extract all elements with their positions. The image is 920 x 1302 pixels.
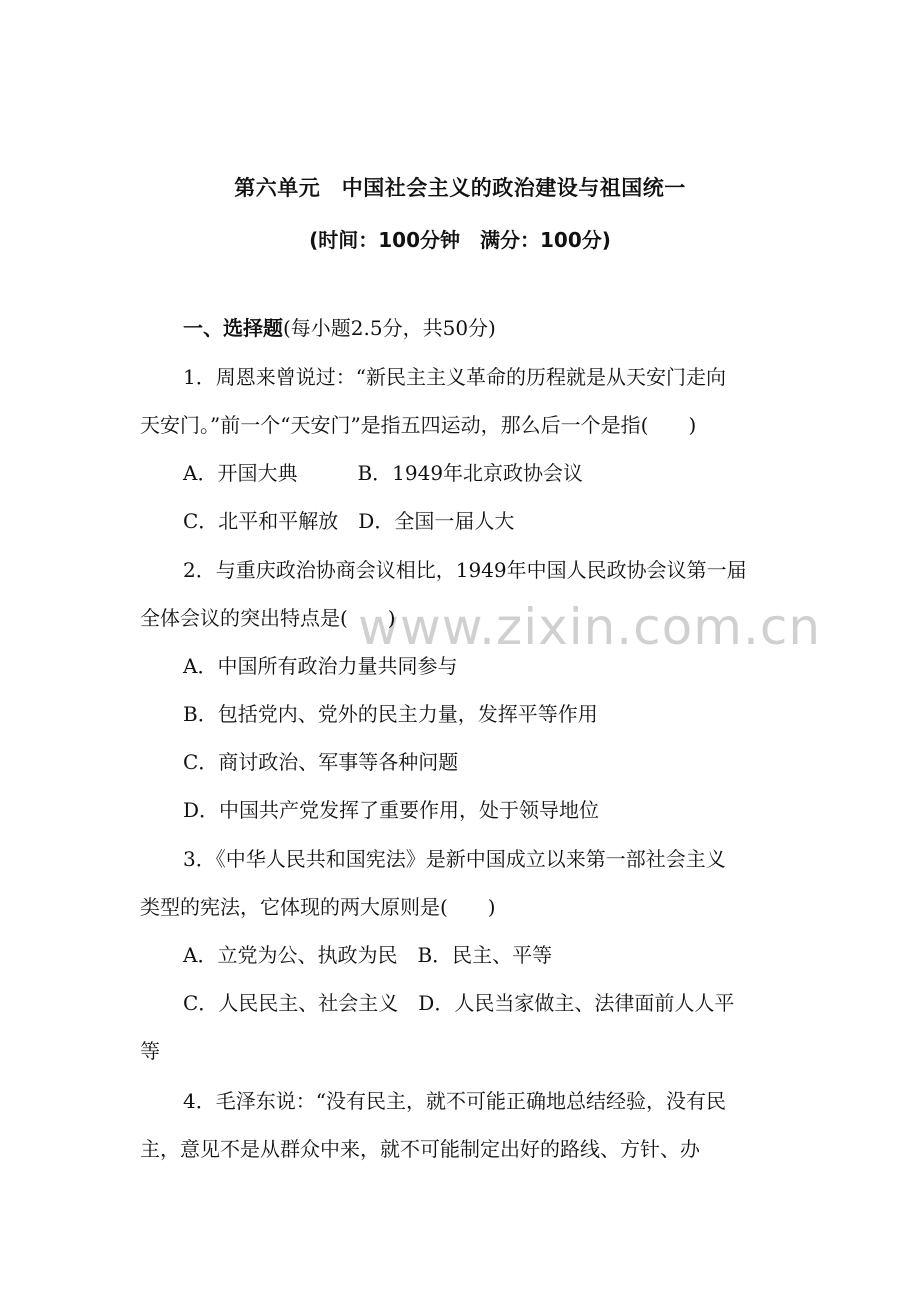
question-3-options-line-1: A．立党为公、执政为民 B．民主、平等 (183, 943, 553, 967)
question-1-options-line-1: A．开国大典 B．1949年北京政协会议 (183, 461, 584, 485)
section-header (183, 313, 496, 343)
section-note: (每小题2.5分，共50分) (283, 316, 496, 340)
question-2-option-b: B．包括党内、党外的民主力量，发挥平等作用 (183, 702, 598, 726)
question-2-option-c: C．商讨政治、军事等各种问题 (183, 750, 459, 774)
question-3-options-line-2: C．人民民主、社会主义 D．人民当家做主、法律面前人人平 (183, 991, 735, 1015)
question-4-stem-line-2: 主，意见不是从群众中来，就不可能制定出好的路线、方针、办 (140, 1137, 700, 1161)
question-1-stem-line-1: 1．周恩来曾说过：“新民主主义革命的历程就是从天安门走向 (183, 365, 726, 389)
question-2-stem-line-1: 2．与重庆政治协商会议相比，1949年中国人民政协会议第一届 (183, 558, 747, 582)
question-1-options-line-2: C．北平和平解放 D．全国一届人大 (183, 509, 515, 533)
question-3-stem-line-1: 3．《中华人民共和国宪法》是新中国成立以来第一部社会主义 (183, 847, 726, 871)
page-title: 第六单元 中国社会主义的政治建设与祖国统一 (234, 176, 686, 200)
question-1-stem-line-2: 天安门。”前一个“天安门”是指五四运动，那么后一个是指( ) (140, 413, 697, 437)
question-4-stem-line-1: 4．毛泽东说：“没有民主，就不可能正确地总结经验，没有民 (183, 1089, 726, 1113)
question-2-option-a: A．中国所有政治力量共同参与 (183, 654, 458, 678)
watermark: www.zixin.com.cn (358, 598, 822, 656)
question-2-stem-line-2: 全体会议的突出特点是( ) (140, 606, 396, 630)
question-2-option-d: D．中国共产党发挥了重要作用，处于领导地位 (183, 798, 600, 822)
page-subtitle: (时间：100分钟 满分：100分) (309, 228, 611, 252)
section-heading: 一、选择题 (183, 316, 283, 340)
question-3-options-line-3: 等 (140, 1039, 160, 1063)
question-3-stem-line-2: 类型的宪法，它体现的两大原则是( ) (140, 895, 496, 919)
